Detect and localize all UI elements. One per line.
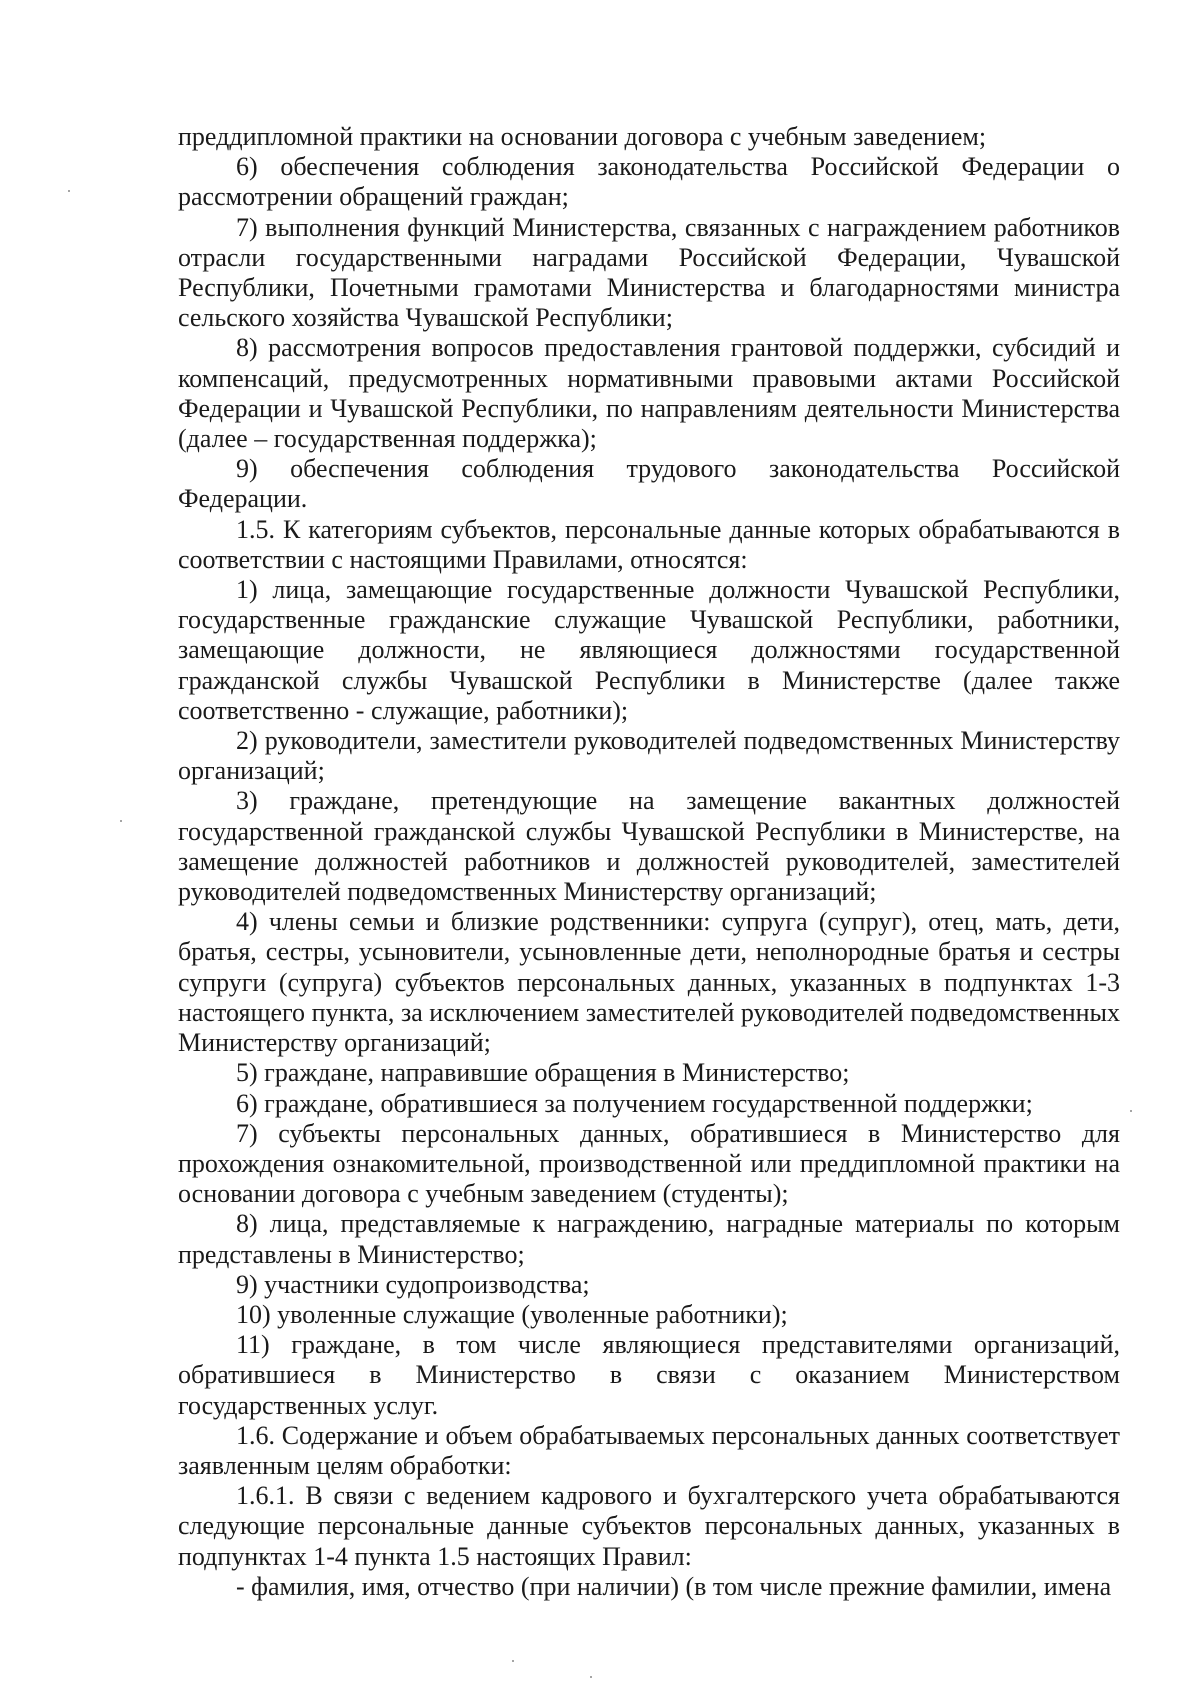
paragraph-category-6: 6) граждане, обратившиеся за получением государственной поддержки; — [236, 1088, 1033, 1118]
paragraph-category-4: 4) члены семьи и близкие родственники: супруга (супруг), отец, мать, дети, братья, сестры, усыновители, усыновленные дети, неполнородные братья и сестры супруги (супруга) субъектов персональных данных, указанных в подпунктах 1-3 настоящего пункта, за исключением заместителей руководителей подведомственных Министерству организаций; — [178, 907, 1120, 1058]
paragraph-section-1-6-1: 1.6.1. В связи с ведением кадрового и бухгалтерского учета обрабатываются следующие персональные данные субъектов персональных данных, указанных в подпунктах 1-4 пункта 1.5 настоящих Правил: — [178, 1481, 1120, 1571]
document-body — [178, 122, 1120, 1602]
paragraph-section-1-6: 1.6. Содержание и объем обрабатываемых персональных данных соответствует заявленным целям обработки: — [178, 1420, 1120, 1480]
paragraph-category-9: 9) участники судопроизводства; — [236, 1269, 590, 1299]
paragraph-category-7: 7) субъекты персональных данных, обратившиеся в Министерство для прохождения ознакомительной, производственной или преддипломной практики на основании договора с учебным заведением (студенты); — [178, 1118, 1120, 1209]
paragraph-section-1-5: 1.5. К категориям субъектов, персональные данные которых обрабатываются в соответствии с настоящими Правилами, относятся: — [178, 514, 1120, 574]
scan-speck — [590, 1676, 592, 1678]
scan-speck — [120, 820, 122, 822]
paragraph-category-10: 10) уволенные служащие (уволенные работники); — [236, 1299, 788, 1329]
paragraph-category-8: 8) лица, представляемые к награждению, наградные материалы по которым представлены в Министерство; — [178, 1209, 1120, 1269]
scan-speck — [1130, 1110, 1132, 1112]
paragraph-item-9: 9) обеспечения соблюдения трудового законодательства Российской Федерации. — [178, 454, 1120, 514]
paragraph-continuation: преддипломной практики на основании договора с учебным заведением; — [178, 122, 987, 151]
paragraph-category-5: 5) граждане, направившие обращения в Министерство; — [236, 1058, 850, 1088]
paragraph-item-6: 6) обеспечения соблюдения законодательства Российской Федерации о рассмотрении обращений граждан; — [178, 152, 1120, 212]
paragraph-list-item: - фамилия, имя, отчество (при наличии) (в том числе прежние фамилии, имена — [236, 1571, 1112, 1601]
paragraph-category-1: 1) лица, замещающие государственные должности Чувашской Республики, государственные гражданские служащие Чувашской Республики, работники, замещающие должности, не являющиеся должностями государственной гражданской службы Чувашской Республики в Министерстве (далее также соответственно - служащие, работники); — [178, 575, 1120, 725]
scan-speck — [512, 1660, 514, 1662]
scan-speck — [68, 190, 70, 192]
paragraph-item-7: 7) выполнения функций Министерства, связанных с награждением работников отрасли государственными наградами Российской Федерации, Чувашской Республики, Почетными грамотами Министерства и благодарностями министра сельского хозяйства Чувашской Республики; — [178, 212, 1120, 333]
paragraph-item-8: 8) рассмотрения вопросов предоставления грантовой поддержки, субсидий и компенсаций, предусмотренных нормативными правовыми актами Российской Федерации и Чувашской Республики, по направлениям деятельности Министерства (далее – государственная поддержка); — [178, 333, 1120, 454]
paragraph-category-3: 3) граждане, претендующие на замещение вакантных должностей государственной гражданской службы Чувашской Республики в Министерстве, на замещение должностей работников и должностей руководителей, заместителей руководителей подведомственных Министерству организаций; — [178, 786, 1120, 907]
paragraph-category-11: 11) граждане, в том числе являющиеся представителями организаций, обратившиеся в Министерство в связи с оказанием Министерством государственных услуг. — [178, 1330, 1120, 1420]
paragraph-category-2: 2) руководители, заместители руководителей подведомственных Министерству организаций; — [178, 726, 1120, 786]
